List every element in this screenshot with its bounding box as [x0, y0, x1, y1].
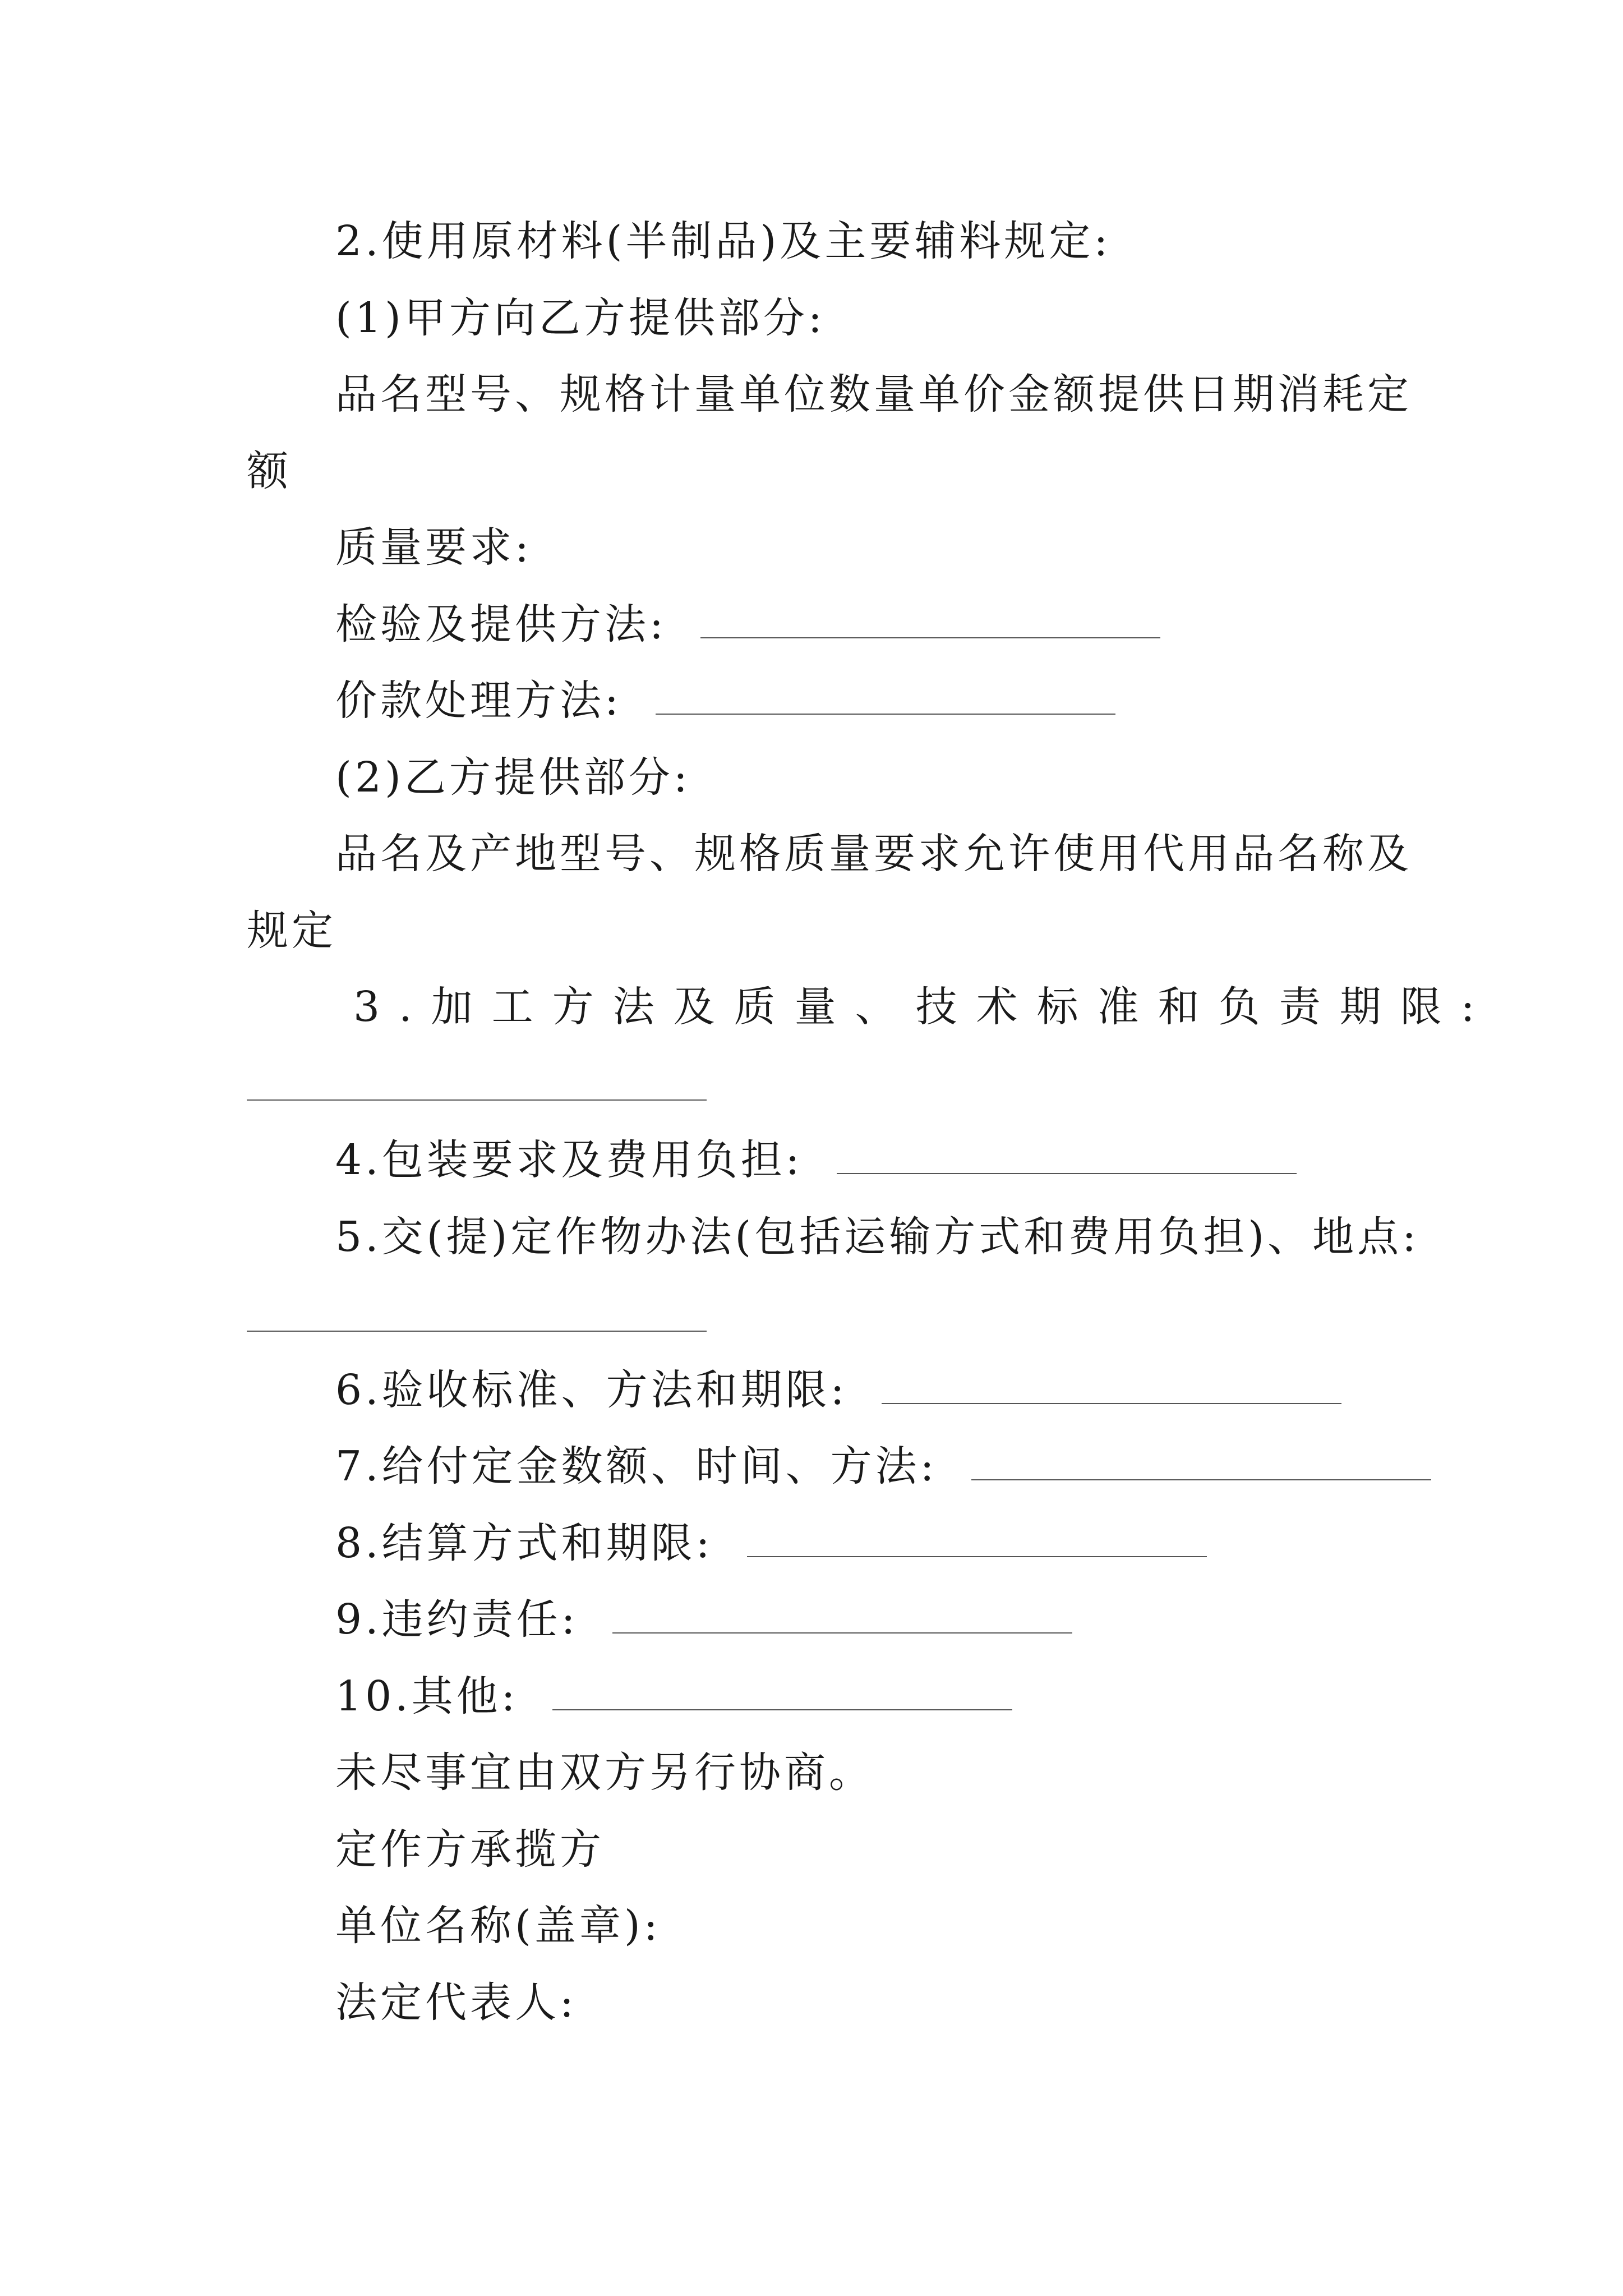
clause-3-blank[interactable]	[247, 1099, 707, 1101]
clause-8-label: 8.结算方式和期限:	[335, 1519, 713, 1567]
clause-7-label: 7.给付定金数额、时间、方法:	[335, 1442, 938, 1490]
clause-6-acceptance	[335, 1365, 1341, 1415]
legal-representative-label: 法定代表人:	[335, 1978, 577, 2027]
parties-heading-text: 定作方承揽方	[335, 1825, 605, 1874]
clause-6-blank[interactable]	[882, 1403, 1341, 1404]
unit-name-label: 单位名称(盖章):	[335, 1902, 661, 1950]
clause-4-packaging	[335, 1135, 1297, 1185]
clause-3-processing	[353, 982, 1494, 1032]
clause-5-blank[interactable]	[247, 1331, 707, 1332]
remaining-matters-text: 未尽事宜由双方另行协商。	[335, 1749, 874, 1797]
inspection-method	[335, 599, 1160, 650]
clause-7-blank[interactable]	[971, 1479, 1431, 1480]
inspection-method-label: 检验及提供方法:	[335, 600, 667, 648]
party-b-items-text: 品名及产地型号、规格质量要求允许使用代用品名称及	[335, 830, 1412, 878]
clause-5-text: 5.交(提)定作物办法(包括运输方式和费用负担)、地点:	[335, 1213, 1420, 1261]
clause-4-blank[interactable]	[837, 1173, 1297, 1174]
clause-2-2-party-b	[335, 752, 691, 803]
clause-7-deposit	[335, 1441, 1431, 1492]
clause-2-1-text: (1)甲方向乙方提供部分:	[335, 294, 826, 342]
clause-3-text: 3.加工方法及质量、技术标准和负责期限:	[353, 983, 1494, 1031]
clause-2-1-party-a	[335, 293, 826, 343]
payment-method-blank[interactable]	[656, 714, 1115, 715]
inspection-method-blank[interactable]	[700, 637, 1160, 638]
clause-6-label: 6.验收标准、方法和期限:	[335, 1366, 848, 1414]
party-a-items-cont-text: 额	[247, 447, 292, 495]
legal-representative	[335, 1977, 577, 2028]
parties-heading	[335, 1824, 605, 1875]
remaining-matters	[335, 1747, 874, 1798]
clause-2-materials	[335, 216, 1111, 266]
clause-5-delivery	[335, 1212, 1419, 1262]
clause-9-blank[interactable]	[612, 1632, 1072, 1634]
payment-method-label: 价款处理方法:	[335, 677, 622, 725]
quality-requirements-label: 质量要求:	[335, 523, 532, 572]
clause-9-liability	[335, 1594, 1072, 1645]
clause-8-blank[interactable]	[747, 1556, 1207, 1557]
clause-10-label: 10.其他:	[335, 1672, 519, 1720]
clause-9-label: 9.违约责任:	[335, 1595, 579, 1644]
clause-4-label: 4.包装要求及费用负担:	[335, 1136, 803, 1184]
party-b-items-cont	[247, 905, 336, 956]
party-a-items-cont	[247, 446, 292, 496]
unit-name-seal	[335, 1901, 661, 1951]
payment-method	[335, 675, 1115, 726]
clause-8-settlement	[335, 1518, 1207, 1568]
quality-requirements	[335, 522, 532, 573]
party-b-items-cont-text: 规定	[247, 907, 336, 955]
party-a-items	[335, 369, 1412, 420]
clause-2-2-text: (2)乙方提供部分:	[335, 753, 691, 802]
clause-10-other	[335, 1671, 1012, 1722]
clause-10-blank[interactable]	[552, 1709, 1012, 1710]
party-b-items	[335, 829, 1412, 879]
clause-2-text: 2.使用原材料(半制品)及主要辅料规定:	[335, 217, 1112, 265]
party-a-items-text: 品名型号、规格计量单位数量单价金额提供日期消耗定	[335, 370, 1412, 418]
